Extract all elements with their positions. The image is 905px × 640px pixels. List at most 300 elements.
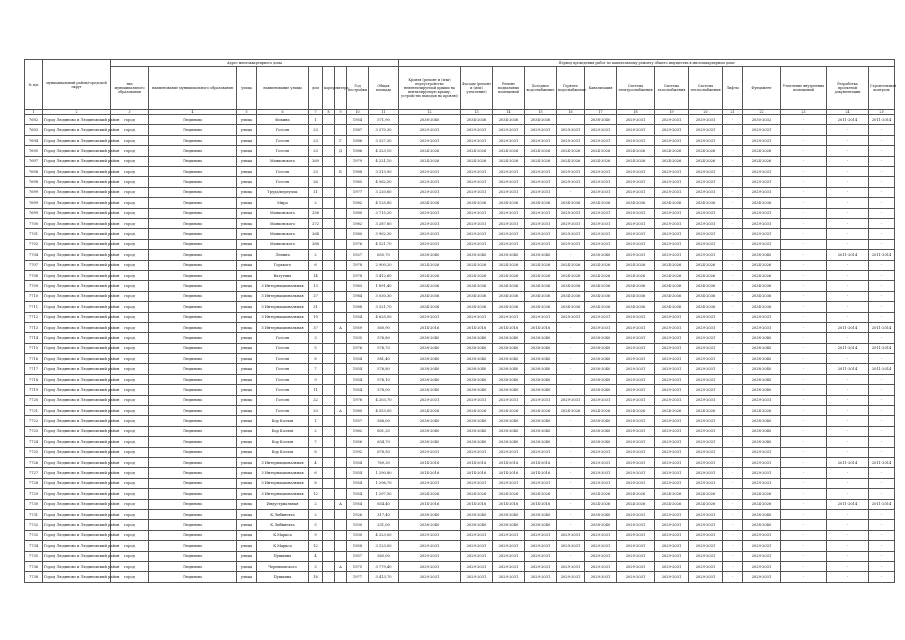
cell-roof: 2024-2026 [399, 270, 461, 280]
cell-el: 2029-2031 [617, 447, 655, 457]
cell-gas: 2029-2031 [655, 426, 689, 436]
cell-korp [323, 426, 335, 436]
cell-gas: 2029-2031 [655, 478, 689, 488]
cell-mname: Людиново [149, 322, 237, 332]
cell-lift: - [723, 447, 743, 457]
cell-st: улица [237, 520, 257, 530]
cell-korp [323, 208, 335, 218]
col-number: 13 [461, 110, 493, 115]
cell-proj: - [827, 374, 869, 384]
cell-gas: 2024-2026 [655, 406, 689, 416]
cell-house: 14 [309, 270, 323, 280]
cell-st: улица [237, 146, 257, 156]
table-row [25, 489, 895, 499]
cell-ctrl: - [869, 551, 895, 561]
cell-korp [323, 551, 335, 561]
cell-area: 565,00 [369, 551, 399, 561]
cell-ctrl: - [869, 146, 895, 156]
col-header: Канализация [585, 67, 617, 110]
cell-mname: Людиново [149, 509, 237, 519]
cell-heat: 2029-2031 [689, 364, 723, 374]
cell-bas: 2038-2040 [493, 354, 525, 364]
cell-area: 2 900,20 [369, 260, 399, 270]
cell-district: Город Людиново и Людиновский район [43, 478, 111, 488]
cell-cold: 2014-2016 [525, 499, 557, 509]
cell-roof: 2029-2031 [399, 187, 461, 197]
cell-lift: - [723, 416, 743, 426]
cell-mtype: город [111, 520, 149, 530]
cell-gas: 2029-2031 [655, 530, 689, 540]
cell-cold: 2014-2016 [525, 322, 557, 332]
cell-mname: Людиново [149, 437, 237, 447]
cell-n: 7694 [25, 135, 43, 145]
cell-roof: 2029-2031 [399, 530, 461, 540]
cell-area: 3 220,80 [369, 187, 399, 197]
cell-mname: Людиново [149, 385, 237, 395]
cell-ctrl: - [869, 312, 895, 322]
table-row [25, 541, 895, 551]
cell-lift: - [723, 333, 743, 343]
cell-sname: Гоголя [257, 395, 309, 405]
cell-hot: - [557, 385, 585, 395]
cell-roof: 2024-2026 [399, 156, 461, 166]
cell-n: 7699 [25, 208, 43, 218]
cell-mtype: город [111, 385, 149, 395]
cell-mname: Людиново [149, 167, 237, 177]
cell-gas: 2024-2026 [655, 260, 689, 270]
cell-st: улица [237, 478, 257, 488]
cell-proj: - [827, 177, 869, 187]
cell-mtype: город [111, 437, 149, 447]
cell-fac: 2038-2040 [461, 250, 493, 260]
cell-roof: 2029-2031 [399, 395, 461, 405]
cell-ins: - [781, 125, 827, 135]
cell-cold: 2038-2040 [525, 385, 557, 395]
cell-cold: 2024-2026 [525, 270, 557, 280]
cell-ctrl: - [869, 135, 895, 145]
cell-n: 7718 [25, 374, 43, 384]
cell-korp [323, 250, 335, 260]
cell-n: 7738 [25, 572, 43, 582]
cell-district: Город Людиново и Людиновский район [43, 426, 111, 436]
cell-lit [335, 437, 347, 447]
cell-bas: 2029-2031 [493, 135, 525, 145]
cell-gas: 2029-2031 [655, 561, 689, 571]
cell-district: Город Людиново и Людиновский район [43, 374, 111, 384]
cell-kan: 2029-2031 [585, 457, 617, 467]
cell-lift: - [723, 572, 743, 582]
cell-roof: 2029-2031 [399, 551, 461, 561]
cell-korp [323, 156, 335, 166]
cell-ins: - [781, 322, 827, 332]
cell-fac: 2029-2031 [461, 447, 493, 457]
cell-mname: Людиново [149, 198, 237, 208]
table-row [25, 468, 895, 478]
cell-district: Город Людиново и Людиновский район [43, 343, 111, 353]
cell-korp [323, 260, 335, 270]
cell-n: 7697 [25, 156, 43, 166]
cell-mtype: город [111, 416, 149, 426]
cell-mtype: город [111, 333, 149, 343]
cell-st: улица [237, 322, 257, 332]
cell-area: 560,90 [369, 322, 399, 332]
cell-house: 7 [309, 364, 323, 374]
cell-ctrl: - [869, 177, 895, 187]
cell-district: Город Людиново и Людиновский район [43, 229, 111, 239]
cell-gas: 2029-2031 [655, 177, 689, 187]
col-number: 12 [399, 110, 461, 115]
cell-bas: 2029-2031 [493, 478, 525, 488]
col-number: 18 [617, 110, 655, 115]
cell-lit [335, 198, 347, 208]
cell-year: 1954 [347, 354, 369, 364]
cell-n: 7692 [25, 115, 43, 125]
cell-lit [335, 572, 347, 582]
cell-house: 37 [309, 322, 323, 332]
cell-area: 3 412,60 [369, 270, 399, 280]
cell-area: 4 323,00 [369, 530, 399, 540]
cell-proj: - [827, 478, 869, 488]
cell-el: 2029-2031 [617, 457, 655, 467]
cell-mname: Людиново [149, 364, 237, 374]
cell-n: 7731 [25, 509, 43, 519]
cell-gas: 2024-2026 [655, 146, 689, 156]
cell-fac: 2038-2040 [461, 354, 493, 364]
cell-korp [323, 447, 335, 457]
cell-proj: - [827, 146, 869, 156]
cell-district: Город Людиново и Людиновский район [43, 395, 111, 405]
cell-st: улица [237, 177, 257, 187]
cell-hot: - [557, 468, 585, 478]
cell-hot: 2029-2031 [557, 530, 585, 540]
cell-roof: 2034-2036 [399, 291, 461, 301]
cell-el: 2029-2031 [617, 509, 655, 519]
cell-el: 2024-2026 [617, 146, 655, 156]
cell-bas: 2014-2016 [493, 499, 525, 509]
cell-lit: А [335, 406, 347, 416]
cell-fund: 2038-2040 [743, 364, 781, 374]
cell-house: 12 [309, 489, 323, 499]
cell-district: Город Людиново и Людиновский район [43, 499, 111, 509]
cell-st: улица [237, 499, 257, 509]
cell-sname: 3 Интернациональная [257, 489, 309, 499]
cell-fund: 2029-2031 [743, 187, 781, 197]
cell-ctrl: - [869, 395, 895, 405]
cell-heat: 2029-2031 [689, 447, 723, 457]
cell-bas: 2029-2031 [493, 447, 525, 457]
cell-district: Город Людиново и Людиновский район [43, 333, 111, 343]
col-header: Лифты [723, 67, 743, 110]
cell-mtype: город [111, 156, 149, 166]
cell-mtype: город [111, 374, 149, 384]
cell-house: 22 [309, 395, 323, 405]
cell-bas: 2029-2031 [493, 167, 525, 177]
cell-roof: 2029-2031 [399, 239, 461, 249]
cell-heat: 2029-2031 [689, 208, 723, 218]
cell-n: 7715 [25, 343, 43, 353]
cell-n: 7732 [25, 520, 43, 530]
cell-korp [323, 146, 335, 156]
cell-hot: 2029-2031 [557, 125, 585, 135]
cell-fac: 2029-2031 [461, 551, 493, 561]
cell-lit [335, 530, 347, 540]
cell-area: 3 287,80 [369, 219, 399, 229]
cell-hot: 2029-2031 [557, 572, 585, 582]
cell-heat: 2029-2031 [689, 520, 723, 530]
cell-gas: 2029-2031 [655, 343, 689, 353]
cell-mname: Людиново [149, 457, 237, 467]
cell-fund: 2029-2031 [743, 478, 781, 488]
cell-gas: 2029-2031 [655, 437, 689, 447]
cell-heat: 2029-2031 [689, 354, 723, 364]
cell-bas: 2038-2040 [493, 374, 525, 384]
cell-sname: Труда/переулок [257, 187, 309, 197]
cell-kan: 2024-2026 [585, 489, 617, 499]
cell-proj: - [827, 135, 869, 145]
cell-area: 3 413,70 [369, 572, 399, 582]
cell-mtype: город [111, 457, 149, 467]
cell-ctrl: - [869, 437, 895, 447]
cell-fund: 2038-2040 [743, 509, 781, 519]
cell-lit [335, 509, 347, 519]
cell-year: 1979 [347, 156, 369, 166]
cell-heat: 2024-2026 [689, 489, 723, 499]
cell-bas: 2029-2031 [493, 312, 525, 322]
cell-kan: 2029-2031 [585, 187, 617, 197]
cell-n: 7726 [25, 457, 43, 467]
cell-ins: - [781, 198, 827, 208]
cell-korp [323, 167, 335, 177]
cell-year: 1954 [347, 312, 369, 322]
cell-kan: 2034-2036 [585, 198, 617, 208]
cell-ctrl: - [869, 198, 895, 208]
cell-gas: 2029-2031 [655, 322, 689, 332]
cell-gas: 2029-2031 [655, 541, 689, 551]
cell-house: 8 [309, 478, 323, 488]
cell-sname: 3 Интернациональная [257, 478, 309, 488]
cell-mname: Людиново [149, 333, 237, 343]
col-header: Строительный контроль [869, 67, 895, 110]
cell-kan: 2029-2031 [585, 229, 617, 239]
cell-cold: 2038-2040 [525, 333, 557, 343]
cell-roof: 2029-2031 [399, 177, 461, 187]
cell-kan: 2038-2040 [585, 374, 617, 384]
cell-heat: 2024-2026 [689, 270, 723, 280]
cell-hot: 2024-2026 [557, 156, 585, 166]
cell-lit [335, 520, 347, 530]
cell-cold: 2034-2036 [525, 281, 557, 291]
cell-bas: 2029-2031 [493, 572, 525, 582]
cell-fund: 2029-2031 [743, 239, 781, 249]
cell-cold: 2034-2036 [525, 302, 557, 312]
cell-kan: 2029-2031 [585, 135, 617, 145]
cell-bas: 2014-2016 [493, 322, 525, 332]
cell-bas: 2029-2031 [493, 541, 525, 551]
cell-hot: 2034-2036 [557, 291, 585, 301]
cell-el: 2029-2031 [617, 115, 655, 125]
table-row [25, 146, 895, 156]
cell-year: 1978 [347, 395, 369, 405]
table-row [25, 354, 895, 364]
cell-n: 7714 [25, 333, 43, 343]
cell-roof: 2029-2031 [399, 561, 461, 571]
cell-house: 4 [309, 457, 323, 467]
col-header: Утепление внутренних помещений [781, 67, 827, 110]
cell-house: 19 [309, 312, 323, 322]
cell-area: 576,70 [369, 343, 399, 353]
cell-ctrl: - [869, 520, 895, 530]
cell-sname: Гоголя [257, 374, 309, 384]
cell-proj: - [827, 406, 869, 416]
cell-heat: 2029-2031 [689, 322, 723, 332]
cell-cold: 2038-2040 [525, 437, 557, 447]
cell-sname: Ватутина [257, 270, 309, 280]
cell-fund: 2029-2031 [743, 208, 781, 218]
cell-year: 1954 [347, 374, 369, 384]
cell-el: 2024-2026 [617, 499, 655, 509]
cell-lift: - [723, 478, 743, 488]
col-header: Общая площадь [369, 67, 399, 110]
cell-korp [323, 291, 335, 301]
cell-ins: - [781, 135, 827, 145]
cell-kan: 2029-2031 [585, 530, 617, 540]
cell-korp [323, 312, 335, 322]
cell-el: 2024-2026 [617, 270, 655, 280]
cell-el: 2034-2036 [617, 198, 655, 208]
cell-roof: 2024-2026 [399, 489, 461, 499]
cell-sname: Гоголя [257, 125, 309, 135]
cell-lift: - [723, 270, 743, 280]
cell-proj: 2011-2014 [827, 499, 869, 509]
cell-heat: 2029-2031 [689, 530, 723, 540]
cell-kan: 2029-2031 [585, 177, 617, 187]
cell-roof: 2029-2031 [399, 478, 461, 488]
cell-bas: 2034-2036 [493, 198, 525, 208]
cell-n: 7702 [25, 239, 43, 249]
cell-mname: Людиново [149, 447, 237, 457]
cell-proj: 2011-2014 [827, 322, 869, 332]
cell-proj: - [827, 416, 869, 426]
cell-fac: 2029-2031 [461, 530, 493, 540]
cell-area: 4 062,50 [369, 177, 399, 187]
cell-sname: Гоголя [257, 333, 309, 343]
cell-kan: 2029-2031 [585, 322, 617, 332]
cell-proj: 2011-2014 [827, 364, 869, 374]
cell-ins: - [781, 208, 827, 218]
cell-gas: 2029-2031 [655, 364, 689, 374]
cell-lift: - [723, 406, 743, 416]
col-header: Система теплоснабжения [689, 67, 723, 110]
cell-fund: 2029-2031 [743, 229, 781, 239]
cell-mname: Людиново [149, 551, 237, 561]
cell-fac: 2034-2036 [461, 302, 493, 312]
cell-ctrl: - [869, 406, 895, 416]
cell-year: 1954 [347, 115, 369, 125]
cell-kan: 2038-2040 [585, 250, 617, 260]
cell-lit [335, 354, 347, 364]
cell-kan: 2038-2040 [585, 520, 617, 530]
cell-gas: 2024-2026 [655, 489, 689, 499]
cell-sname: Гоголя [257, 146, 309, 156]
cell-fac: 2038-2040 [461, 364, 493, 374]
cell-gas: 2029-2031 [655, 239, 689, 249]
cell-lit [335, 125, 347, 135]
cell-house: 6 [309, 468, 323, 478]
cell-cold: 2029-2031 [525, 551, 557, 561]
cell-roof: 2029-2031 [399, 229, 461, 239]
cell-n: 7708 [25, 270, 43, 280]
cell-kan: 2038-2040 [585, 354, 617, 364]
cell-roof: 2038-2040 [399, 426, 461, 436]
cell-area: 4 125,80 [369, 198, 399, 208]
cell-house: 31 [309, 302, 323, 312]
cell-fac: 2029-2031 [461, 478, 493, 488]
cell-hot: - [557, 416, 585, 426]
cell-hot: - [557, 489, 585, 499]
cell-heat: 2029-2031 [689, 551, 723, 561]
cell-n: 7719 [25, 385, 43, 395]
cell-bas: 2024-2026 [493, 260, 525, 270]
cell-mtype: город [111, 447, 149, 457]
cell-heat: 2034-2036 [689, 281, 723, 291]
cell-lit [335, 250, 347, 260]
cell-year: 1935 [347, 333, 369, 343]
cell-sname: Бор Козлов [257, 426, 309, 436]
cell-n: 7699 [25, 198, 43, 208]
cell-district: Город Людиново и Людиновский район [43, 468, 111, 478]
cell-fund: 2024-2026 [743, 406, 781, 416]
table-row [25, 395, 895, 405]
cell-heat: 2029-2031 [689, 541, 723, 551]
cell-mname: Людиново [149, 520, 237, 530]
cell-district: Город Людиново и Людиновский район [43, 167, 111, 177]
cell-ins: - [781, 468, 827, 478]
cell-sname: 3 Интернациональная [257, 281, 309, 291]
cell-bas: 2038-2040 [493, 343, 525, 353]
cell-korp [323, 541, 335, 551]
cell-cold: 2024-2026 [525, 406, 557, 416]
cell-ins: - [781, 509, 827, 519]
cell-lift: - [723, 520, 743, 530]
cell-el: 2029-2031 [617, 239, 655, 249]
col-number: 7 [309, 110, 323, 115]
cell-korp [323, 270, 335, 280]
cell-fund: 2029-2031 [743, 447, 781, 457]
cell-year: 1988 [347, 167, 369, 177]
cell-ins: - [781, 187, 827, 197]
cell-fund: 2029-2031 [743, 561, 781, 571]
cell-district: Город Людиново и Людиновский район [43, 364, 111, 374]
table-row [25, 270, 895, 280]
cell-mtype: город [111, 229, 149, 239]
cell-gas: 2034-2036 [655, 302, 689, 312]
cell-roof: 2029-2031 [399, 135, 461, 145]
cell-bas: 2029-2031 [493, 187, 525, 197]
cell-fac: 2038-2040 [461, 333, 493, 343]
header-row [25, 67, 895, 110]
cell-fac: 2029-2031 [461, 312, 493, 322]
cell-lit [335, 281, 347, 291]
cell-n: 7724 [25, 437, 43, 447]
cell-heat: 2029-2031 [689, 509, 723, 519]
cell-sname: Ленина [257, 250, 309, 260]
cell-area: 581,40 [369, 354, 399, 364]
cell-roof: 2029-2031 [399, 208, 461, 218]
cell-el: 2029-2031 [617, 530, 655, 540]
cell-n: 7698 [25, 177, 43, 187]
cell-house: 2 [309, 250, 323, 260]
cell-bas: 2024-2026 [493, 146, 525, 156]
